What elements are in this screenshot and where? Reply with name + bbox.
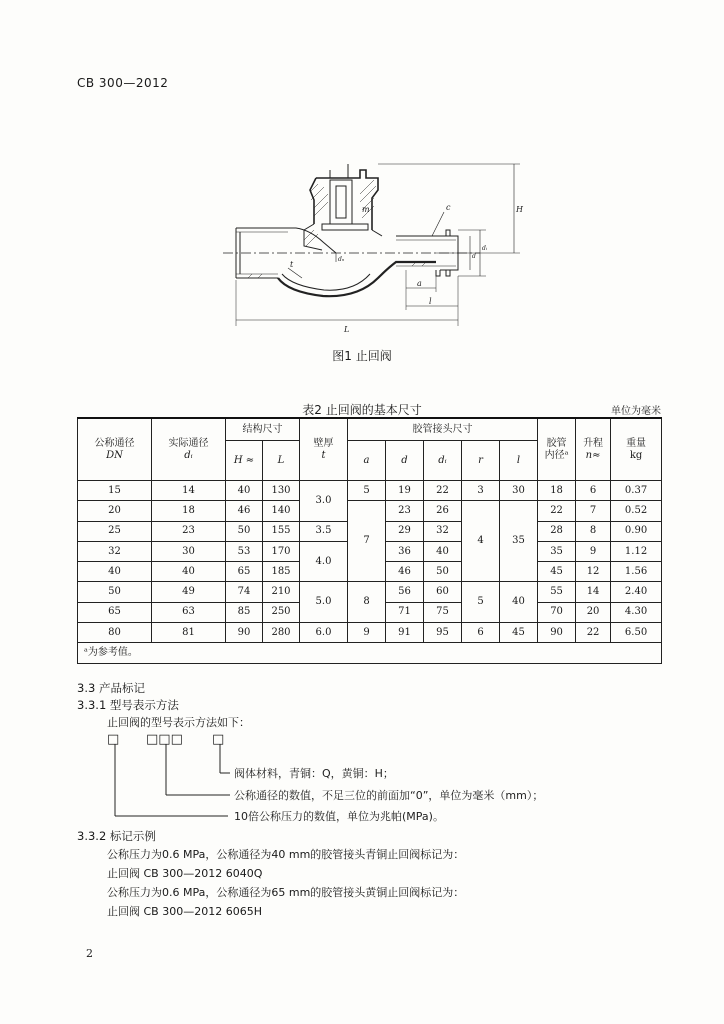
section-3-3-1-heading: 3.3.1 型号表示方法 [77, 698, 179, 712]
dim-d-label: d [472, 253, 476, 260]
valve-cross-section-svg [218, 150, 528, 340]
designation-box-pressure: □ [107, 732, 120, 747]
page-number: 2 [86, 947, 93, 960]
dimensions-table [77, 417, 662, 664]
table-row: 32 30 53 170 4.0 36 40 35 9 1.12 [78, 541, 662, 561]
merged-wall: 4.0 [300, 541, 348, 582]
designation-line-material: 阀体材料，青铜：Q，黄铜：H； [234, 767, 394, 780]
section-3-3-1-text: 止回阀的型号表示方法如下： [107, 716, 250, 729]
merged-r: 6 [462, 623, 500, 643]
merged-wall: 3.0 [300, 481, 348, 522]
merged-l: 40 [500, 582, 538, 623]
table-row: 25 23 50 155 3.5 29 32 28 8 0.90 [78, 521, 662, 541]
example-2-mark: 止回阀 CB 300—2012 6065H [107, 905, 262, 918]
table-row: 80 81 90 280 6.0 9 91 95 6 45 90 22 6.50 [78, 623, 662, 643]
merged-a: 7 [348, 501, 386, 582]
dim-L-label: L [344, 325, 350, 334]
col-hose-header: 胶管接头尺寸 [348, 418, 538, 441]
merged-r: 3 [462, 481, 500, 501]
unit-note: 单位为毫米 [611, 406, 661, 417]
merged-wall: 6.0 [300, 623, 348, 643]
col-H-header: H ≈ [226, 441, 263, 481]
merged-a: 8 [348, 582, 386, 623]
table-footnote-row [78, 643, 662, 664]
col-actual-header: 实际通径 dᵢ [152, 418, 226, 481]
col-r-header: r [462, 441, 500, 481]
col-a-header: a [348, 441, 386, 481]
model-designation-diagram [88, 730, 648, 830]
dim-c-label: c [446, 203, 451, 212]
merged-l: 35 [500, 501, 538, 582]
col-L-header: L [263, 441, 300, 481]
designation-lines-svg [88, 730, 648, 830]
designation-line-pressure: 10倍公称压力的数值，单位为兆帕(MPa)。 [234, 810, 444, 823]
designation-line-diameter: 公称通径的数值，不足三位的前面加“0”，单位为毫米（mm）； [234, 789, 544, 802]
table-row: 15 14 40 130 3.0 5 19 22 3 30 18 6 0.37 [78, 481, 662, 501]
example-1-mark: 止回阀 CB 300—2012 6040Q [107, 867, 263, 880]
col-inner-header: 胶管 内径ᵃ [538, 418, 576, 481]
col-wall-header: 壁厚 t [300, 418, 348, 481]
table-row: 50 49 74 210 5.0 8 56 60 5 40 55 14 2.40 [78, 582, 662, 602]
dim-a-label: a [417, 279, 422, 288]
col-d-header: d [386, 441, 424, 481]
merged-a: 5 [348, 481, 386, 501]
dim-dn-label: dₙ [338, 256, 345, 263]
section-3-3-heading: 3.3 产品标记 [77, 681, 145, 695]
col-struct-header: 结构尺寸 [226, 418, 300, 441]
dim-H-label: H [516, 205, 523, 214]
table-title: 表2 止回阀的基本尺寸 [302, 403, 422, 417]
merged-r: 5 [462, 582, 500, 623]
col-di-header: dᵢ [424, 441, 462, 481]
page-header: CB 300—2012 [77, 76, 169, 90]
table-row: 40 40 65 185 46 50 45 12 1.56 [78, 562, 662, 582]
merged-wall: 3.5 [300, 521, 348, 541]
merged-a: 9 [348, 623, 386, 643]
check-valve-drawing [218, 150, 528, 340]
merged-r: 4 [462, 501, 500, 582]
table-row: 65 63 85 250 71 75 70 20 4.30 [78, 602, 662, 622]
figure-caption: 图1 止回阀 [332, 349, 392, 363]
dim-m-label: m [362, 205, 370, 214]
col-weight-header: 重量 kg [611, 418, 662, 481]
table-row: 20 18 46 140 7 23 26 4 35 22 7 0.52 [78, 501, 662, 521]
example-2-text: 公称压力为0.6 MPa，公称通径为65 mm的胶管接头黄铜止回阀标记为： [107, 886, 465, 899]
dim-di-label: dᵢ [482, 245, 488, 252]
merged-l: 45 [500, 623, 538, 643]
col-dn-header: 公称通径 DN [78, 418, 152, 481]
dim-t-label: t [290, 260, 294, 269]
merged-l: 30 [500, 481, 538, 501]
merged-wall: 5.0 [300, 582, 348, 623]
col-lift-header: 升程 n≈ [576, 418, 611, 481]
table-footnote: ᵃ为参考值。 [78, 643, 662, 664]
col-l-header: l [500, 441, 538, 481]
example-1-text: 公称压力为0.6 MPa，公称通径为40 mm的胶管接头青铜止回阀标记为： [107, 848, 465, 861]
designation-box-material: □ [212, 732, 225, 747]
dim-l-label: l [429, 297, 432, 306]
section-3-3-2-heading: 3.3.2 标记示例 [77, 829, 156, 843]
designation-box-diameter: □□□ [146, 732, 183, 747]
